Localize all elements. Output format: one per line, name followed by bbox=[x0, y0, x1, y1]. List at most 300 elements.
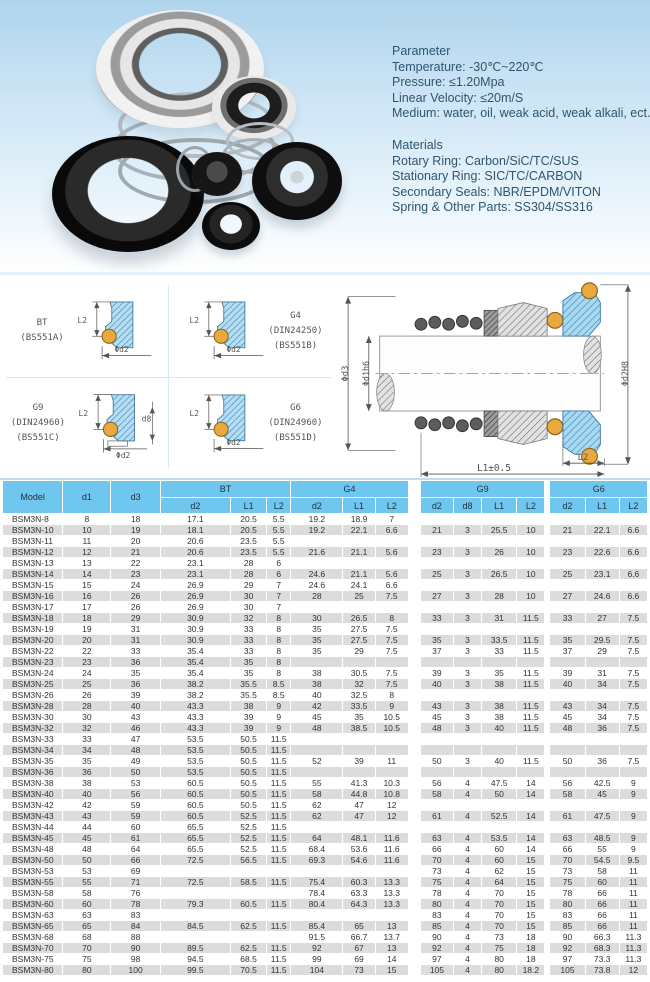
table-cell: 62.5 bbox=[231, 921, 267, 932]
materials-block bbox=[392, 138, 642, 216]
table-cell: 32 bbox=[63, 723, 111, 734]
table-cell: 50 bbox=[550, 756, 585, 767]
table-cell bbox=[619, 800, 647, 811]
column-spacer bbox=[408, 679, 420, 690]
table-cell: 70 bbox=[482, 899, 517, 910]
table-cell: 15 bbox=[517, 910, 545, 921]
table-cell: 5.6 bbox=[375, 569, 408, 580]
table-cell: 90 bbox=[550, 932, 585, 943]
table-cell bbox=[420, 822, 453, 833]
g9-cross-section-diagram bbox=[67, 386, 163, 462]
table-cell: 38 bbox=[482, 679, 517, 690]
table-cell bbox=[231, 866, 267, 877]
table-row bbox=[3, 888, 648, 899]
table-row bbox=[3, 668, 648, 679]
sub-header-g9-d2: d2 bbox=[420, 498, 453, 514]
table-cell: 63 bbox=[550, 833, 585, 844]
phi-d2h8-dim-label: Φd2H8 bbox=[619, 360, 630, 387]
table-cell: BSM3N-17 bbox=[3, 602, 63, 613]
table-row bbox=[3, 679, 648, 690]
table-cell: 43.3 bbox=[160, 723, 230, 734]
column-spacer bbox=[408, 734, 420, 745]
column-spacer bbox=[408, 822, 420, 833]
seal-type-standard: (BS551B) bbox=[273, 340, 318, 351]
table-cell: 19.2 bbox=[291, 525, 343, 536]
table-cell bbox=[619, 580, 647, 591]
table-cell: 20.5 bbox=[231, 514, 267, 525]
table-cell: 39 bbox=[420, 668, 453, 679]
table-row bbox=[3, 910, 648, 921]
column-spacer bbox=[408, 943, 420, 954]
table-cell: 38 bbox=[231, 701, 267, 712]
table-cell: 4 bbox=[453, 811, 481, 822]
table-cell: 13 bbox=[63, 558, 111, 569]
table-cell: 65.5 bbox=[160, 822, 230, 833]
table-row bbox=[3, 514, 648, 525]
table-cell bbox=[550, 745, 585, 756]
table-cell: 70 bbox=[482, 888, 517, 899]
table-cell: 17.1 bbox=[160, 514, 230, 525]
table-cell bbox=[453, 536, 481, 547]
table-cell: 6.6 bbox=[619, 525, 647, 536]
table-cell: 10 bbox=[517, 569, 545, 580]
table-cell: 61 bbox=[111, 833, 160, 844]
col-header-d1: d1 bbox=[63, 481, 111, 514]
table-cell: 11 bbox=[619, 888, 647, 899]
table-cell: 58.5 bbox=[231, 877, 267, 888]
quadrant-g6-labels bbox=[268, 401, 322, 446]
table-cell: 56 bbox=[550, 778, 585, 789]
seal-type-name: G9 bbox=[32, 403, 44, 413]
table-cell: 72.5 bbox=[160, 855, 230, 866]
table-cell: 70 bbox=[63, 943, 111, 954]
table-cell bbox=[517, 767, 545, 778]
table-cell: 11.5 bbox=[267, 833, 291, 844]
table-cell: 11.3 bbox=[619, 954, 647, 965]
table-cell bbox=[517, 514, 545, 525]
phi-d2-dim-label: Φd2 bbox=[226, 437, 242, 447]
table-cell bbox=[420, 690, 453, 701]
table-cell: 50 bbox=[111, 767, 160, 778]
table-cell: 21.6 bbox=[291, 547, 343, 558]
table-cell: 56.5 bbox=[231, 855, 267, 866]
table-row bbox=[3, 855, 648, 866]
table-cell: 9 bbox=[619, 811, 647, 822]
table-cell: 41.3 bbox=[343, 778, 375, 789]
table-cell bbox=[375, 745, 408, 756]
table-cell: 11.5 bbox=[267, 921, 291, 932]
seal-type-din: (DIN24960) bbox=[268, 418, 323, 428]
table-cell bbox=[420, 800, 453, 811]
table-cell: 30 bbox=[231, 591, 267, 602]
table-cell: 6 bbox=[267, 558, 291, 569]
table-cell: 48 bbox=[111, 745, 160, 756]
table-cell bbox=[420, 514, 453, 525]
table-row bbox=[3, 690, 648, 701]
table-row bbox=[3, 789, 648, 800]
table-cell: 4 bbox=[453, 877, 481, 888]
table-cell: 43.3 bbox=[160, 712, 230, 723]
table-cell bbox=[420, 657, 453, 668]
table-cell bbox=[420, 558, 453, 569]
table-cell bbox=[585, 624, 619, 635]
table-cell: 4 bbox=[453, 789, 481, 800]
table-row bbox=[3, 712, 648, 723]
table-cell: 39 bbox=[231, 723, 267, 734]
table-cell: 11.5 bbox=[517, 679, 545, 690]
table-cell: 43 bbox=[550, 701, 585, 712]
o-ring bbox=[214, 422, 228, 436]
table-cell: 10 bbox=[517, 591, 545, 602]
table-cell: BSM3N-75 bbox=[3, 954, 63, 965]
group-header-bt: BT bbox=[160, 481, 291, 498]
table-cell: 50.5 bbox=[231, 756, 267, 767]
table-cell bbox=[453, 624, 481, 635]
group-header-g4: G4 bbox=[291, 481, 409, 498]
table-row bbox=[3, 734, 648, 745]
table-cell: 56 bbox=[111, 789, 160, 800]
mini-seal-head bbox=[192, 152, 242, 196]
table-cell: 10.5 bbox=[375, 712, 408, 723]
table-cell: 9 bbox=[619, 778, 647, 789]
column-spacer bbox=[408, 712, 420, 723]
sub-header-g6-l2: L2 bbox=[619, 498, 647, 514]
column-spacer bbox=[408, 910, 420, 921]
table-cell: 18 bbox=[517, 954, 545, 965]
table-cell: 80 bbox=[550, 899, 585, 910]
table-cell: 23.5 bbox=[231, 547, 267, 558]
table-cell: 79.3 bbox=[160, 899, 230, 910]
table-cell: 34 bbox=[585, 712, 619, 723]
table-cell bbox=[291, 745, 343, 756]
table-cell: 44 bbox=[63, 822, 111, 833]
table-cell bbox=[291, 822, 343, 833]
table-cell: 26.9 bbox=[160, 602, 230, 613]
table-cell: 36 bbox=[63, 767, 111, 778]
table-cell: 23 bbox=[63, 657, 111, 668]
table-cell bbox=[375, 822, 408, 833]
table-cell: 66 bbox=[550, 844, 585, 855]
table-cell: 34 bbox=[585, 679, 619, 690]
bt-cross-section-diagram bbox=[66, 293, 154, 369]
table-cell: 3 bbox=[453, 591, 481, 602]
table-cell bbox=[453, 745, 481, 756]
table-cell: BSM3N-70 bbox=[3, 943, 63, 954]
column-spacer bbox=[408, 932, 420, 943]
table-cell bbox=[619, 624, 647, 635]
table-cell: 60 bbox=[585, 877, 619, 888]
o-ring bbox=[214, 329, 228, 343]
table-cell: 46 bbox=[111, 723, 160, 734]
table-cell bbox=[619, 536, 647, 547]
table-cell: 69.3 bbox=[291, 855, 343, 866]
table-cell: 4 bbox=[453, 965, 481, 976]
table-cell: 35 bbox=[111, 668, 160, 679]
table-cell bbox=[517, 657, 545, 668]
table-cell: 11.3 bbox=[619, 932, 647, 943]
table-cell: 50 bbox=[63, 855, 111, 866]
table-cell bbox=[482, 767, 517, 778]
table-cell: BSM3N-12 bbox=[3, 547, 63, 558]
column-spacer bbox=[408, 547, 420, 558]
table-cell: 11.3 bbox=[619, 943, 647, 954]
table-cell: 80 bbox=[63, 965, 111, 976]
table-cell: 11 bbox=[375, 756, 408, 767]
table-cell: 26.5 bbox=[343, 613, 375, 624]
table-cell bbox=[160, 888, 230, 899]
table-cell: BSM3N-25 bbox=[3, 679, 63, 690]
table-cell: 23.1 bbox=[585, 569, 619, 580]
parameter-line: Medium: water, oil, weak acid, weak alkali, ect. bbox=[392, 106, 650, 121]
table-cell bbox=[482, 602, 517, 613]
table-cell: 50 bbox=[420, 756, 453, 767]
phi-d2-dim-label: Φd2 bbox=[115, 450, 131, 460]
table-cell: 13 bbox=[375, 943, 408, 954]
group-header-g6: G6 bbox=[550, 481, 648, 498]
table-row bbox=[3, 844, 648, 855]
table-cell: 5.5 bbox=[267, 525, 291, 536]
table-cell bbox=[517, 690, 545, 701]
table-cell: 66 bbox=[111, 855, 160, 866]
table-cell bbox=[550, 822, 585, 833]
table-cell: 3 bbox=[453, 679, 481, 690]
table-cell: 25 bbox=[343, 591, 375, 602]
table-cell bbox=[619, 602, 647, 613]
table-cell: 60.5 bbox=[231, 899, 267, 910]
table-cell bbox=[343, 558, 375, 569]
table-cell bbox=[585, 536, 619, 547]
table-cell: 48 bbox=[550, 723, 585, 734]
table-cell: BSM3N-11 bbox=[3, 536, 63, 547]
table-cell: 40 bbox=[291, 690, 343, 701]
table-cell: 14 bbox=[517, 778, 545, 789]
table-cell: 60.5 bbox=[160, 800, 230, 811]
col-header-d3: d3 bbox=[111, 481, 160, 514]
table-row bbox=[3, 558, 648, 569]
table-cell: 25 bbox=[550, 569, 585, 580]
table-cell: 8.5 bbox=[267, 690, 291, 701]
table-cell bbox=[420, 602, 453, 613]
table-cell: 22.1 bbox=[585, 525, 619, 536]
table-cell: 11 bbox=[619, 899, 647, 910]
table-cell bbox=[343, 745, 375, 756]
table-cell: 11.6 bbox=[375, 833, 408, 844]
table-cell bbox=[482, 690, 517, 701]
table-cell: 29 bbox=[111, 613, 160, 624]
column-spacer bbox=[408, 833, 420, 844]
table-cell: BSM3N-14 bbox=[3, 569, 63, 580]
table-cell: 10.3 bbox=[375, 778, 408, 789]
table-cell: BSM3N-15 bbox=[3, 580, 63, 591]
table-cell bbox=[453, 657, 481, 668]
table-cell: 68.3 bbox=[585, 943, 619, 954]
table-cell: 26.5 bbox=[482, 569, 517, 580]
table-cell: 22 bbox=[63, 646, 111, 657]
table-cell: 78 bbox=[420, 888, 453, 899]
table-cell: 38 bbox=[482, 701, 517, 712]
table-cell bbox=[453, 767, 481, 778]
quadrant-g4-labels bbox=[268, 309, 322, 354]
column-spacer bbox=[408, 800, 420, 811]
parameter-line: Linear Velocity: ≤20m/S bbox=[392, 90, 524, 105]
table-cell: BSM3N-44 bbox=[3, 822, 63, 833]
rubber-ring-small bbox=[202, 202, 260, 250]
table-cell: 66 bbox=[585, 910, 619, 921]
table-row bbox=[3, 965, 648, 976]
table-cell: 3 bbox=[453, 668, 481, 679]
column-spacer bbox=[408, 723, 420, 734]
table-cell: 48.1 bbox=[343, 833, 375, 844]
table-cell: 36 bbox=[585, 723, 619, 734]
seal-type-quadrants bbox=[6, 285, 332, 469]
table-cell: BSM3N-23 bbox=[3, 657, 63, 668]
table-cell: 9 bbox=[267, 723, 291, 734]
table-cell bbox=[343, 657, 375, 668]
table-cell: 9 bbox=[619, 789, 647, 800]
sub-header-bt-l2: L2 bbox=[267, 498, 291, 514]
table-cell: 73 bbox=[550, 866, 585, 877]
table-cell bbox=[291, 657, 343, 668]
table-cell: 61 bbox=[420, 811, 453, 822]
table-cell: 4 bbox=[453, 954, 481, 965]
table-cell: 45 bbox=[291, 712, 343, 723]
table-cell: 53 bbox=[63, 866, 111, 877]
table-cell: 26 bbox=[111, 602, 160, 613]
materials-title: Materials bbox=[392, 137, 443, 152]
table-cell: 33 bbox=[231, 635, 267, 646]
table-cell: BSM3N-68 bbox=[3, 932, 63, 943]
table-cell: 22.6 bbox=[585, 547, 619, 558]
table-cell bbox=[453, 800, 481, 811]
table-cell bbox=[619, 690, 647, 701]
column-spacer bbox=[408, 921, 420, 932]
table-cell: 30.9 bbox=[160, 624, 230, 635]
table-row bbox=[3, 767, 648, 778]
table-cell: BSM3N-40 bbox=[3, 789, 63, 800]
table-cell: 104 bbox=[291, 965, 343, 976]
table-cell: BSM3N-10 bbox=[3, 525, 63, 536]
table-cell: 60 bbox=[482, 844, 517, 855]
table-cell: 50.5 bbox=[231, 745, 267, 756]
table-cell: 68 bbox=[63, 932, 111, 943]
table-cell: 18.2 bbox=[517, 965, 545, 976]
table-cell: 4 bbox=[453, 943, 481, 954]
table-cell bbox=[619, 822, 647, 833]
table-cell: 3 bbox=[453, 525, 481, 536]
table-cell: 36 bbox=[111, 657, 160, 668]
table-cell: 11.5 bbox=[267, 767, 291, 778]
table-cell: 37 bbox=[420, 646, 453, 657]
table-cell: BSM3N-42 bbox=[3, 800, 63, 811]
seal-type-din: (DIN24250) bbox=[268, 325, 323, 336]
table-cell: 76 bbox=[111, 888, 160, 899]
column-spacer bbox=[408, 888, 420, 899]
column-spacer bbox=[408, 613, 420, 624]
table-cell bbox=[343, 734, 375, 745]
column-spacer bbox=[408, 635, 420, 646]
table-cell bbox=[343, 767, 375, 778]
table-cell: 8 bbox=[267, 646, 291, 657]
table-cell: BSM3N-58 bbox=[3, 888, 63, 899]
assembly-diagram bbox=[336, 275, 642, 482]
table-cell bbox=[343, 536, 375, 547]
table-cell: 11.5 bbox=[517, 613, 545, 624]
table-cell bbox=[453, 602, 481, 613]
table-cell: 25 bbox=[63, 679, 111, 690]
table-cell: 11.5 bbox=[267, 954, 291, 965]
table-cell: 28 bbox=[231, 558, 267, 569]
table-cell: 35.4 bbox=[160, 657, 230, 668]
table-cell: BSM3N-16 bbox=[3, 591, 63, 602]
table-cell bbox=[619, 745, 647, 756]
table-cell: 12 bbox=[375, 800, 408, 811]
column-spacer bbox=[408, 536, 420, 547]
table-cell: 8 bbox=[267, 624, 291, 635]
table-cell bbox=[619, 767, 647, 778]
table-cell: 24 bbox=[63, 668, 111, 679]
table-cell: 11.5 bbox=[267, 756, 291, 767]
table-cell: 21 bbox=[420, 525, 453, 536]
table-cell: 35.4 bbox=[160, 668, 230, 679]
table-cell: 35 bbox=[291, 646, 343, 657]
table-cell: 28 bbox=[231, 569, 267, 580]
table-cell: 4 bbox=[453, 844, 481, 855]
table-cell: 8 bbox=[63, 514, 111, 525]
table-cell: 53.5 bbox=[482, 833, 517, 844]
table-row bbox=[3, 657, 648, 668]
materials-line: Rotary Ring: Carbon/SiC/TC/SUS bbox=[392, 153, 579, 168]
table-cell: 24 bbox=[111, 580, 160, 591]
table-cell: 9 bbox=[375, 701, 408, 712]
table-cell: BSM3N-80 bbox=[3, 965, 63, 976]
table-cell bbox=[231, 910, 267, 921]
table-cell: 35 bbox=[550, 635, 585, 646]
table-cell: 54.5 bbox=[585, 855, 619, 866]
column-spacer bbox=[408, 877, 420, 888]
l2-dim-label: L2 bbox=[189, 316, 200, 326]
table-cell: 30 bbox=[291, 613, 343, 624]
column-spacer bbox=[408, 789, 420, 800]
phi-d2-dim-label: Φd2 bbox=[226, 345, 242, 355]
sub-header-bt-l1: L1 bbox=[231, 498, 267, 514]
table-cell: 11.5 bbox=[517, 756, 545, 767]
table-cell bbox=[517, 558, 545, 569]
table-cell: 33 bbox=[231, 624, 267, 635]
table-cell: 100 bbox=[111, 965, 160, 976]
table-cell: 33.5 bbox=[482, 635, 517, 646]
seal-type-standard: (BS551D) bbox=[273, 433, 318, 443]
phi-d1h6-dim-label: Φd1h6 bbox=[360, 360, 371, 387]
table-cell: 27.5 bbox=[343, 624, 375, 635]
table-cell: 35 bbox=[343, 712, 375, 723]
table-cell bbox=[619, 558, 647, 569]
table-cell: 25.5 bbox=[482, 525, 517, 536]
table-cell: 19.2 bbox=[291, 514, 343, 525]
column-spacer bbox=[408, 899, 420, 910]
table-cell: 50.5 bbox=[231, 778, 267, 789]
materials-line: Stationary Ring: SIC/TC/CARBON bbox=[392, 169, 583, 184]
column-spacer bbox=[408, 624, 420, 635]
table-row bbox=[3, 866, 648, 877]
table-cell: 7.5 bbox=[619, 679, 647, 690]
table-cell bbox=[375, 866, 408, 877]
sub-header-g4-d2: d2 bbox=[291, 498, 343, 514]
table-cell: 7.5 bbox=[619, 668, 647, 679]
table-cell bbox=[585, 745, 619, 756]
table-cell: 7 bbox=[267, 591, 291, 602]
table-cell: BSM3N-65 bbox=[3, 921, 63, 932]
table-cell: 75 bbox=[482, 943, 517, 954]
